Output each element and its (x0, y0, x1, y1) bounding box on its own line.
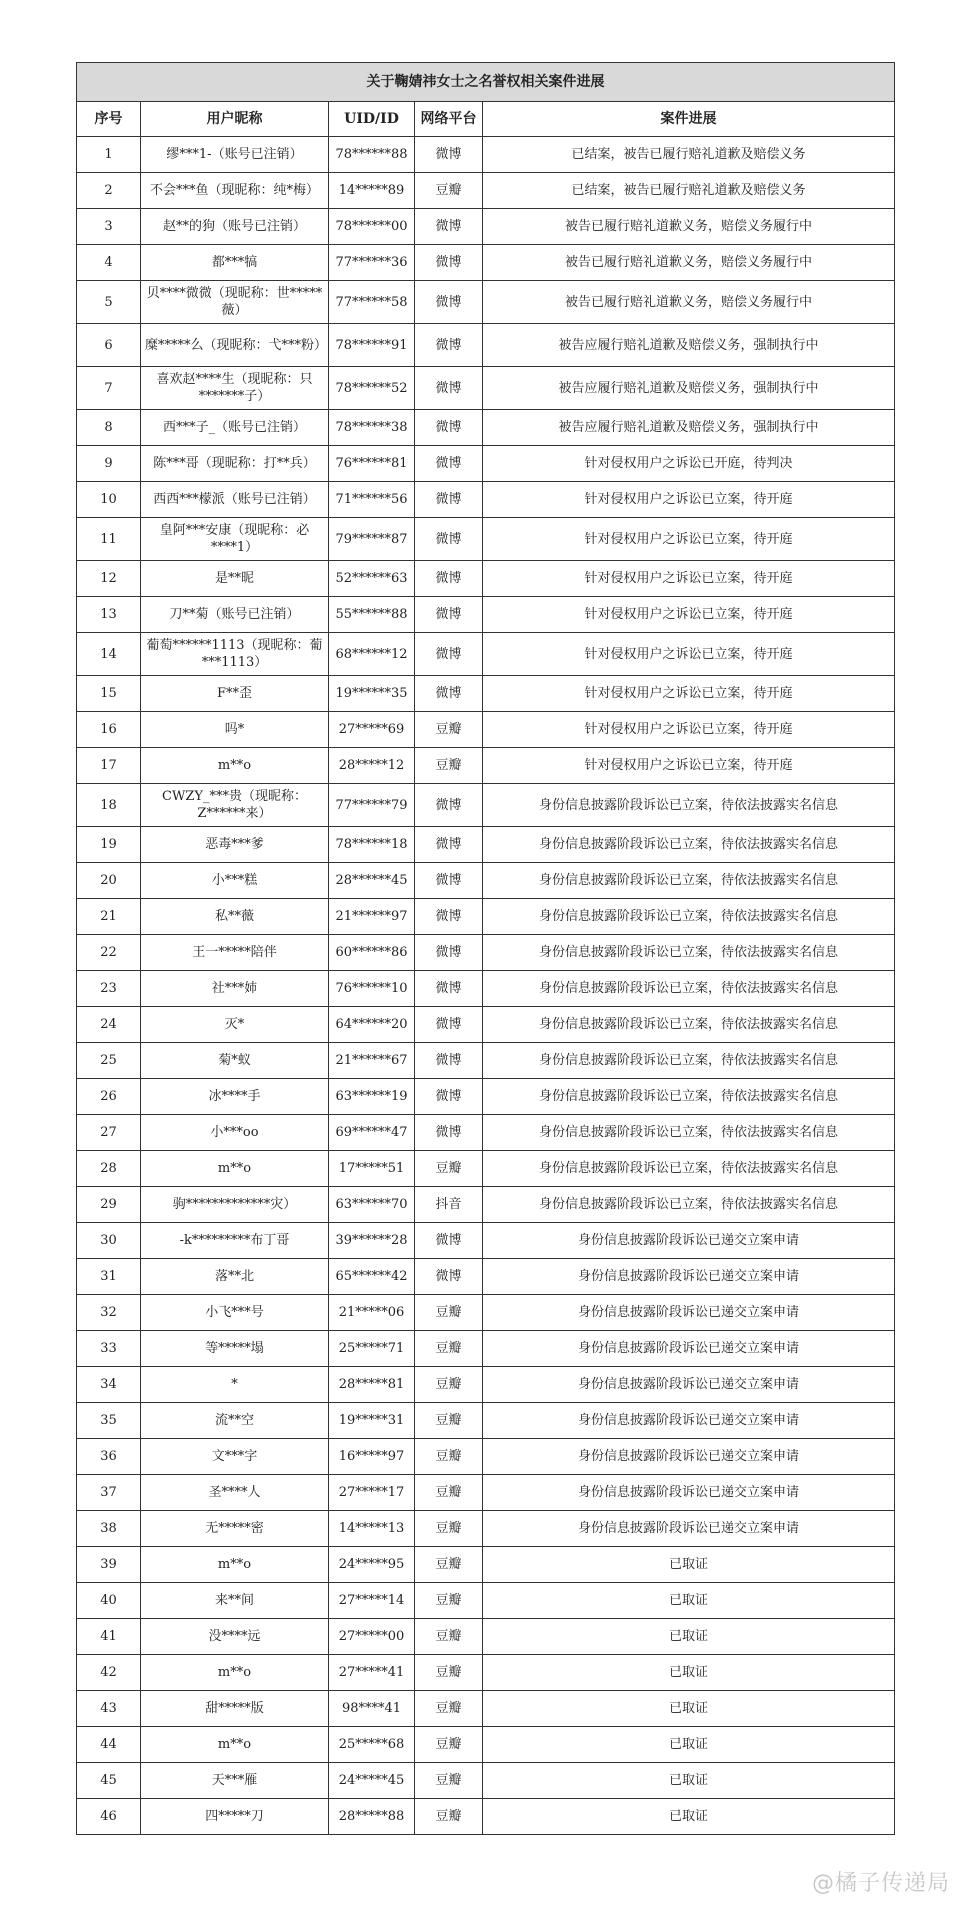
cell-number: 11 (77, 518, 141, 561)
cell-number: 10 (77, 482, 141, 518)
cell-number: 1 (77, 137, 141, 173)
cell-progress: 针对侵权用户之诉讼已立案，待开庭 (483, 712, 895, 748)
cell-number: 3 (77, 209, 141, 245)
cell-uid: 27*****00 (329, 1619, 415, 1655)
cell-uid: 78******52 (329, 367, 415, 410)
cell-nickname: 落**北 (141, 1259, 329, 1295)
cell-platform: 豆瓣 (415, 1547, 483, 1583)
cell-nickname: 小***oo (141, 1115, 329, 1151)
table-row (77, 1511, 895, 1547)
cell-nickname: 喜欢赵****生（现昵称：只*******子） (141, 367, 329, 410)
table-row (77, 1079, 895, 1115)
cell-nickname: 缪***1-（账号已注销） (141, 137, 329, 173)
cell-number: 28 (77, 1151, 141, 1187)
cell-nickname: 小***糕 (141, 863, 329, 899)
cell-progress: 被告应履行赔礼道歉及赔偿义务，强制执行中 (483, 324, 895, 367)
cell-progress: 被告应履行赔礼道歉及赔偿义务，强制执行中 (483, 367, 895, 410)
cell-progress: 身份信息披露阶段诉讼已立案，待依法披露实名信息 (483, 1115, 895, 1151)
cell-nickname: 小飞***号 (141, 1295, 329, 1331)
table-row (77, 245, 895, 281)
cell-platform: 微博 (415, 367, 483, 410)
cell-nickname: 文***字 (141, 1439, 329, 1475)
table-row (77, 1187, 895, 1223)
cell-number: 4 (77, 245, 141, 281)
cell-platform: 微博 (415, 1007, 483, 1043)
cell-nickname: 恶毒***爹 (141, 827, 329, 863)
cell-nickname: 等*****塌 (141, 1331, 329, 1367)
table-row (77, 367, 895, 410)
cell-progress: 针对侵权用户之诉讼已立案，待开庭 (483, 561, 895, 597)
cell-nickname: 刀**菊（账号已注销） (141, 597, 329, 633)
cell-platform: 微博 (415, 827, 483, 863)
table-row (77, 1475, 895, 1511)
cell-platform: 微博 (415, 1259, 483, 1295)
cell-progress: 身份信息披露阶段诉讼已立案，待依法披露实名信息 (483, 971, 895, 1007)
cell-uid: 78******00 (329, 209, 415, 245)
cell-progress: 已结案，被告已履行赔礼道歉及赔偿义务 (483, 137, 895, 173)
cell-platform: 豆瓣 (415, 1331, 483, 1367)
cell-number: 37 (77, 1475, 141, 1511)
cell-number: 29 (77, 1187, 141, 1223)
cell-uid: 27*****17 (329, 1475, 415, 1511)
cell-number: 16 (77, 712, 141, 748)
cell-platform: 豆瓣 (415, 1511, 483, 1547)
cell-nickname: m**o (141, 1655, 329, 1691)
table-row (77, 1331, 895, 1367)
cell-number: 35 (77, 1403, 141, 1439)
cell-progress: 身份信息披露阶段诉讼已递交立案申请 (483, 1223, 895, 1259)
cell-uid: 19*****31 (329, 1403, 415, 1439)
cell-progress: 已取证 (483, 1799, 895, 1835)
cell-number: 15 (77, 676, 141, 712)
cell-nickname: 吗* (141, 712, 329, 748)
cell-progress: 身份信息披露阶段诉讼已立案，待依法披露实名信息 (483, 1151, 895, 1187)
cell-progress: 已取证 (483, 1655, 895, 1691)
cell-nickname: 天***雁 (141, 1763, 329, 1799)
cell-number: 23 (77, 971, 141, 1007)
table-header-row (77, 102, 895, 137)
cell-uid: 76******81 (329, 446, 415, 482)
table-row (77, 1763, 895, 1799)
cell-nickname: 没****远 (141, 1619, 329, 1655)
cell-number: 18 (77, 784, 141, 827)
cell-number: 45 (77, 1763, 141, 1799)
cell-platform: 豆瓣 (415, 1439, 483, 1475)
table-row (77, 324, 895, 367)
cell-uid: 21*****06 (329, 1295, 415, 1331)
cell-platform: 豆瓣 (415, 1403, 483, 1439)
cell-uid: 28******45 (329, 863, 415, 899)
table-row (77, 1367, 895, 1403)
cell-number: 30 (77, 1223, 141, 1259)
table-row (77, 1439, 895, 1475)
cell-number: 39 (77, 1547, 141, 1583)
cell-number: 21 (77, 899, 141, 935)
table-row (77, 561, 895, 597)
cell-progress: 身份信息披露阶段诉讼已递交立案申请 (483, 1259, 895, 1295)
table-row (77, 281, 895, 324)
cell-progress: 针对侵权用户之诉讼已立案，待开庭 (483, 676, 895, 712)
cell-progress: 身份信息披露阶段诉讼已递交立案申请 (483, 1475, 895, 1511)
cell-nickname: 不会***鱼（现昵称：纯*梅） (141, 173, 329, 209)
cell-platform: 微博 (415, 899, 483, 935)
header-progress: 案件进展 (483, 102, 895, 137)
cell-platform: 豆瓣 (415, 1655, 483, 1691)
cell-nickname: 无*****密 (141, 1511, 329, 1547)
cell-nickname: 贝****微微（现昵称：世*****薇） (141, 281, 329, 324)
cell-progress: 身份信息披露阶段诉讼已立案，待依法披露实名信息 (483, 899, 895, 935)
cell-nickname: 王一*****陪伴 (141, 935, 329, 971)
cell-uid: 78******18 (329, 827, 415, 863)
cell-platform: 豆瓣 (415, 1799, 483, 1835)
table-row (77, 1547, 895, 1583)
cell-progress: 被告已履行赔礼道歉义务，赔偿义务履行中 (483, 281, 895, 324)
cell-uid: 76******10 (329, 971, 415, 1007)
cell-platform: 豆瓣 (415, 1691, 483, 1727)
table-row (77, 1151, 895, 1187)
table-row (77, 446, 895, 482)
cell-progress: 身份信息披露阶段诉讼已立案，待依法披露实名信息 (483, 935, 895, 971)
cell-uid: 79******87 (329, 518, 415, 561)
table-row (77, 935, 895, 971)
cell-platform: 豆瓣 (415, 748, 483, 784)
table-row (77, 676, 895, 712)
cell-platform: 微博 (415, 935, 483, 971)
cell-platform: 豆瓣 (415, 1763, 483, 1799)
cell-platform: 微博 (415, 281, 483, 324)
cell-uid: 24*****95 (329, 1547, 415, 1583)
cell-progress: 身份信息披露阶段诉讼已立案，待依法披露实名信息 (483, 1007, 895, 1043)
cell-nickname: 来**间 (141, 1583, 329, 1619)
cell-progress: 身份信息披露阶段诉讼已立案，待依法披露实名信息 (483, 784, 895, 827)
cell-number: 9 (77, 446, 141, 482)
watermark: @橘子传递局 (811, 1871, 950, 1896)
cell-platform: 微博 (415, 784, 483, 827)
cell-uid: 27*****69 (329, 712, 415, 748)
cell-uid: 28*****81 (329, 1367, 415, 1403)
cell-platform: 微博 (415, 633, 483, 676)
cell-progress: 身份信息披露阶段诉讼已递交立案申请 (483, 1403, 895, 1439)
cell-nickname: * (141, 1367, 329, 1403)
table-row (77, 1619, 895, 1655)
cell-number: 34 (77, 1367, 141, 1403)
cell-uid: 78******88 (329, 137, 415, 173)
cell-nickname: 甜*****版 (141, 1691, 329, 1727)
cell-number: 12 (77, 561, 141, 597)
cell-nickname: 陈***哥（现昵称：打**兵） (141, 446, 329, 482)
table-row (77, 712, 895, 748)
cell-progress: 身份信息披露阶段诉讼已递交立案申请 (483, 1367, 895, 1403)
cell-nickname: m**o (141, 1151, 329, 1187)
cell-number: 26 (77, 1079, 141, 1115)
cell-uid: 21******67 (329, 1043, 415, 1079)
cell-nickname: 圣****人 (141, 1475, 329, 1511)
cell-platform: 抖音 (415, 1187, 483, 1223)
cell-progress: 针对侵权用户之诉讼已立案，待开庭 (483, 482, 895, 518)
cell-number: 22 (77, 935, 141, 971)
cell-progress: 被告已履行赔礼道歉义务，赔偿义务履行中 (483, 209, 895, 245)
cell-progress: 身份信息披露阶段诉讼已递交立案申请 (483, 1439, 895, 1475)
table-row (77, 633, 895, 676)
cell-number: 44 (77, 1727, 141, 1763)
header-number: 序号 (77, 102, 141, 137)
cell-progress: 已取证 (483, 1583, 895, 1619)
cell-uid: 27*****14 (329, 1583, 415, 1619)
cell-platform: 微博 (415, 1079, 483, 1115)
cell-progress: 身份信息披露阶段诉讼已递交立案申请 (483, 1331, 895, 1367)
table-row (77, 597, 895, 633)
table-row (77, 784, 895, 827)
table-title: 关于鞠婧祎女士之名誉权相关案件进展 (77, 63, 895, 102)
cell-uid: 60******86 (329, 935, 415, 971)
table-row (77, 410, 895, 446)
cell-nickname: 驹*************灾） (141, 1187, 329, 1223)
cell-progress: 身份信息披露阶段诉讼已立案，待依法披露实名信息 (483, 1079, 895, 1115)
cell-uid: 64******20 (329, 1007, 415, 1043)
cell-platform: 豆瓣 (415, 1151, 483, 1187)
cell-progress: 已取证 (483, 1763, 895, 1799)
cell-progress: 被告应履行赔礼道歉及赔偿义务，强制执行中 (483, 410, 895, 446)
table-row (77, 1295, 895, 1331)
cell-nickname: 赵**的狗（账号已注销） (141, 209, 329, 245)
cell-uid: 68******12 (329, 633, 415, 676)
cell-number: 27 (77, 1115, 141, 1151)
cell-nickname: F**歪 (141, 676, 329, 712)
cell-nickname: m**o (141, 1727, 329, 1763)
cell-uid: 63******19 (329, 1079, 415, 1115)
cell-uid: 39******28 (329, 1223, 415, 1259)
cell-nickname: 四*****刀 (141, 1799, 329, 1835)
cell-number: 14 (77, 633, 141, 676)
cell-uid: 17*****51 (329, 1151, 415, 1187)
cell-uid: 28*****88 (329, 1799, 415, 1835)
cell-uid: 16*****97 (329, 1439, 415, 1475)
cell-platform: 豆瓣 (415, 1367, 483, 1403)
cell-number: 25 (77, 1043, 141, 1079)
cell-nickname: m**o (141, 1547, 329, 1583)
cell-progress: 身份信息披露阶段诉讼已立案，待依法披露实名信息 (483, 827, 895, 863)
table-body (77, 137, 895, 1835)
cell-progress: 身份信息披露阶段诉讼已立案，待依法披露实名信息 (483, 1043, 895, 1079)
cell-uid: 52******63 (329, 561, 415, 597)
cell-platform: 豆瓣 (415, 1619, 483, 1655)
table-row (77, 1583, 895, 1619)
cell-uid: 55******88 (329, 597, 415, 633)
cell-platform: 微博 (415, 137, 483, 173)
cell-uid: 24*****45 (329, 1763, 415, 1799)
cell-uid: 69******47 (329, 1115, 415, 1151)
cell-number: 17 (77, 748, 141, 784)
cell-uid: 14*****13 (329, 1511, 415, 1547)
table-row (77, 482, 895, 518)
table-title-row (77, 63, 895, 102)
cell-platform: 微博 (415, 1043, 483, 1079)
cell-platform: 微博 (415, 1115, 483, 1151)
cell-progress: 针对侵权用户之诉讼已立案，待开庭 (483, 748, 895, 784)
cell-uid: 28*****12 (329, 748, 415, 784)
cell-progress: 已取证 (483, 1619, 895, 1655)
cell-progress: 身份信息披露阶段诉讼已立案，待依法披露实名信息 (483, 1187, 895, 1223)
cell-platform: 微博 (415, 676, 483, 712)
cell-number: 40 (77, 1583, 141, 1619)
table-row (77, 899, 895, 935)
cell-nickname: 皇阿***安康（现昵称：必****1） (141, 518, 329, 561)
cell-platform: 豆瓣 (415, 712, 483, 748)
cell-platform: 微博 (415, 863, 483, 899)
cell-uid: 71******56 (329, 482, 415, 518)
table-row (77, 971, 895, 1007)
cell-nickname: m**o (141, 748, 329, 784)
table-row (77, 1259, 895, 1295)
cell-nickname: 糜*****么（现昵称：弋***粉） (141, 324, 329, 367)
cell-nickname: CWZY_***贵（现昵称：Z******来） (141, 784, 329, 827)
cell-nickname: 都***犒 (141, 245, 329, 281)
cell-progress: 身份信息披露阶段诉讼已立案，待依法披露实名信息 (483, 863, 895, 899)
cell-uid: 63******70 (329, 1187, 415, 1223)
cell-uid: 77******36 (329, 245, 415, 281)
cell-uid: 19******35 (329, 676, 415, 712)
cell-number: 2 (77, 173, 141, 209)
cell-uid: 25*****71 (329, 1331, 415, 1367)
cell-nickname: 社***姉 (141, 971, 329, 1007)
cell-number: 36 (77, 1439, 141, 1475)
cell-platform: 微博 (415, 446, 483, 482)
cell-platform: 微博 (415, 209, 483, 245)
cell-uid: 77******58 (329, 281, 415, 324)
table-row (77, 1043, 895, 1079)
table-row (77, 1007, 895, 1043)
cell-progress: 针对侵权用户之诉讼已立案，待开庭 (483, 633, 895, 676)
table-row (77, 173, 895, 209)
cell-nickname: 葡萄******1113（现昵称：葡***1113） (141, 633, 329, 676)
table-row (77, 1403, 895, 1439)
cell-number: 31 (77, 1259, 141, 1295)
cell-progress: 身份信息披露阶段诉讼已递交立案申请 (483, 1511, 895, 1547)
cell-progress: 针对侵权用户之诉讼已立案，待开庭 (483, 597, 895, 633)
table-row (77, 1799, 895, 1835)
cell-number: 24 (77, 1007, 141, 1043)
header-uid: UID/ID (329, 102, 415, 137)
table-row (77, 1655, 895, 1691)
cell-platform: 微博 (415, 597, 483, 633)
cell-uid: 27*****41 (329, 1655, 415, 1691)
case-progress-table (76, 62, 895, 1835)
cell-platform: 微博 (415, 1223, 483, 1259)
cell-nickname: 是**昵 (141, 561, 329, 597)
cell-nickname: 流**空 (141, 1403, 329, 1439)
cell-platform: 豆瓣 (415, 1295, 483, 1331)
cell-platform: 微博 (415, 482, 483, 518)
cell-nickname: 菊*蚁 (141, 1043, 329, 1079)
cell-number: 46 (77, 1799, 141, 1835)
cell-number: 8 (77, 410, 141, 446)
cell-platform: 豆瓣 (415, 1475, 483, 1511)
cell-uid: 65******42 (329, 1259, 415, 1295)
table-row (77, 518, 895, 561)
cell-number: 19 (77, 827, 141, 863)
cell-uid: 25*****68 (329, 1727, 415, 1763)
cell-number: 5 (77, 281, 141, 324)
cell-progress: 针对侵权用户之诉讼已立案，待开庭 (483, 518, 895, 561)
cell-number: 7 (77, 367, 141, 410)
cell-uid: 77******79 (329, 784, 415, 827)
cell-number: 33 (77, 1331, 141, 1367)
cell-progress: 被告已履行赔礼道歉义务，赔偿义务履行中 (483, 245, 895, 281)
cell-platform: 豆瓣 (415, 173, 483, 209)
cell-uid: 14*****89 (329, 173, 415, 209)
cell-nickname: 私**薇 (141, 899, 329, 935)
table-row (77, 1223, 895, 1259)
cell-uid: 78******38 (329, 410, 415, 446)
cell-uid: 98****41 (329, 1691, 415, 1727)
cell-platform: 微博 (415, 324, 483, 367)
table-row (77, 748, 895, 784)
cell-number: 38 (77, 1511, 141, 1547)
cell-progress: 已结案，被告已履行赔礼道歉及赔偿义务 (483, 173, 895, 209)
cell-uid: 21******97 (329, 899, 415, 935)
cell-nickname: 西西***檬派（账号已注销） (141, 482, 329, 518)
cell-nickname: 冰****手 (141, 1079, 329, 1115)
cell-progress: 已取证 (483, 1727, 895, 1763)
cell-nickname: -k*********布丁哥 (141, 1223, 329, 1259)
cell-number: 20 (77, 863, 141, 899)
cell-platform: 微博 (415, 245, 483, 281)
cell-uid: 78******91 (329, 324, 415, 367)
header-platform: 网络平台 (415, 102, 483, 137)
table-row (77, 1691, 895, 1727)
cell-platform: 微博 (415, 561, 483, 597)
cell-number: 41 (77, 1619, 141, 1655)
table-row (77, 1115, 895, 1151)
cell-nickname: 西***子_（账号已注销） (141, 410, 329, 446)
cell-platform: 微博 (415, 971, 483, 1007)
document (76, 62, 895, 1835)
cell-platform: 豆瓣 (415, 1727, 483, 1763)
cell-platform: 豆瓣 (415, 1583, 483, 1619)
cell-progress: 已取证 (483, 1547, 895, 1583)
header-nickname: 用户昵称 (141, 102, 329, 137)
cell-platform: 微博 (415, 410, 483, 446)
cell-progress: 身份信息披露阶段诉讼已递交立案申请 (483, 1295, 895, 1331)
cell-number: 43 (77, 1691, 141, 1727)
table-row (77, 1727, 895, 1763)
cell-progress: 已取证 (483, 1691, 895, 1727)
cell-progress: 针对侵权用户之诉讼已开庭，待判决 (483, 446, 895, 482)
table-row (77, 137, 895, 173)
cell-number: 13 (77, 597, 141, 633)
cell-number: 6 (77, 324, 141, 367)
cell-number: 42 (77, 1655, 141, 1691)
cell-platform: 微博 (415, 518, 483, 561)
cell-nickname: 灭* (141, 1007, 329, 1043)
table-row (77, 209, 895, 245)
table-row (77, 827, 895, 863)
table-row (77, 863, 895, 899)
cell-number: 32 (77, 1295, 141, 1331)
